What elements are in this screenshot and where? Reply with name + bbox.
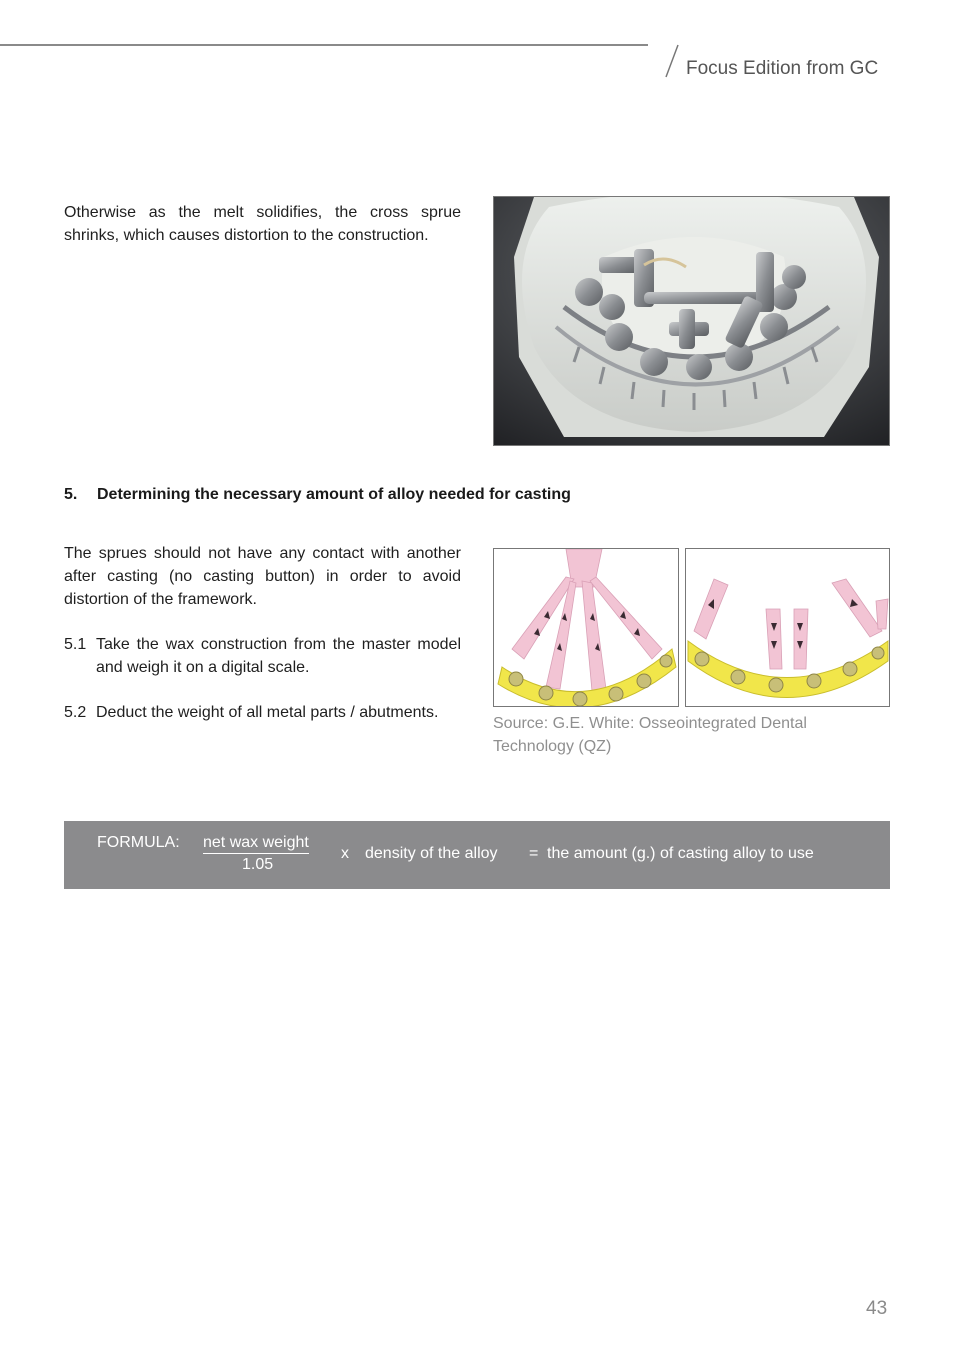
page-number: 43 [866,1298,888,1319]
formula-label: FORMULA: [97,834,180,851]
section-heading [64,486,571,504]
figure-caption: Source: G.E. White: Osseointegrated Dental Technology (QZ) [493,715,807,755]
formula-times: x [341,845,349,862]
step-number: 5.2 [64,704,87,721]
header-slash [664,44,680,78]
section-title: Determining the necessary amount of alloy needed for casting [97,486,571,503]
wax-framework-photo [493,196,890,446]
formula-result: the amount (g.) of casting alloy to use [547,845,814,862]
formula-equals: = [529,845,539,862]
step-text: Deduct the weight of all metal parts / abutments. [96,704,439,721]
formula-density: density of the alloy [365,845,498,862]
step-number: 5.1 [64,636,87,653]
formula-box [64,821,890,889]
header-rule [0,44,648,46]
step-item [64,701,461,724]
header-title: Focus Edition from GC [686,58,879,79]
section-number: 5. [64,486,78,503]
intro-paragraph: Otherwise as the melt solidifies, the cross sprue shrinks, which causes distortion to the construction. [64,204,461,244]
formula-denominator: 1.05 [242,856,274,873]
sprue-diagram-converging [493,548,679,707]
formula-numerator: net wax weight [203,834,309,854]
sprue-diagram-individual [685,548,890,707]
body-paragraph: The sprues should not have any contact with another after casting (no casting button) in order to avoid distortion of the framework. [64,545,461,608]
step-item [64,633,461,679]
step-text: Take the wax construction from the master model and weigh it on a digital scale. [96,636,461,676]
